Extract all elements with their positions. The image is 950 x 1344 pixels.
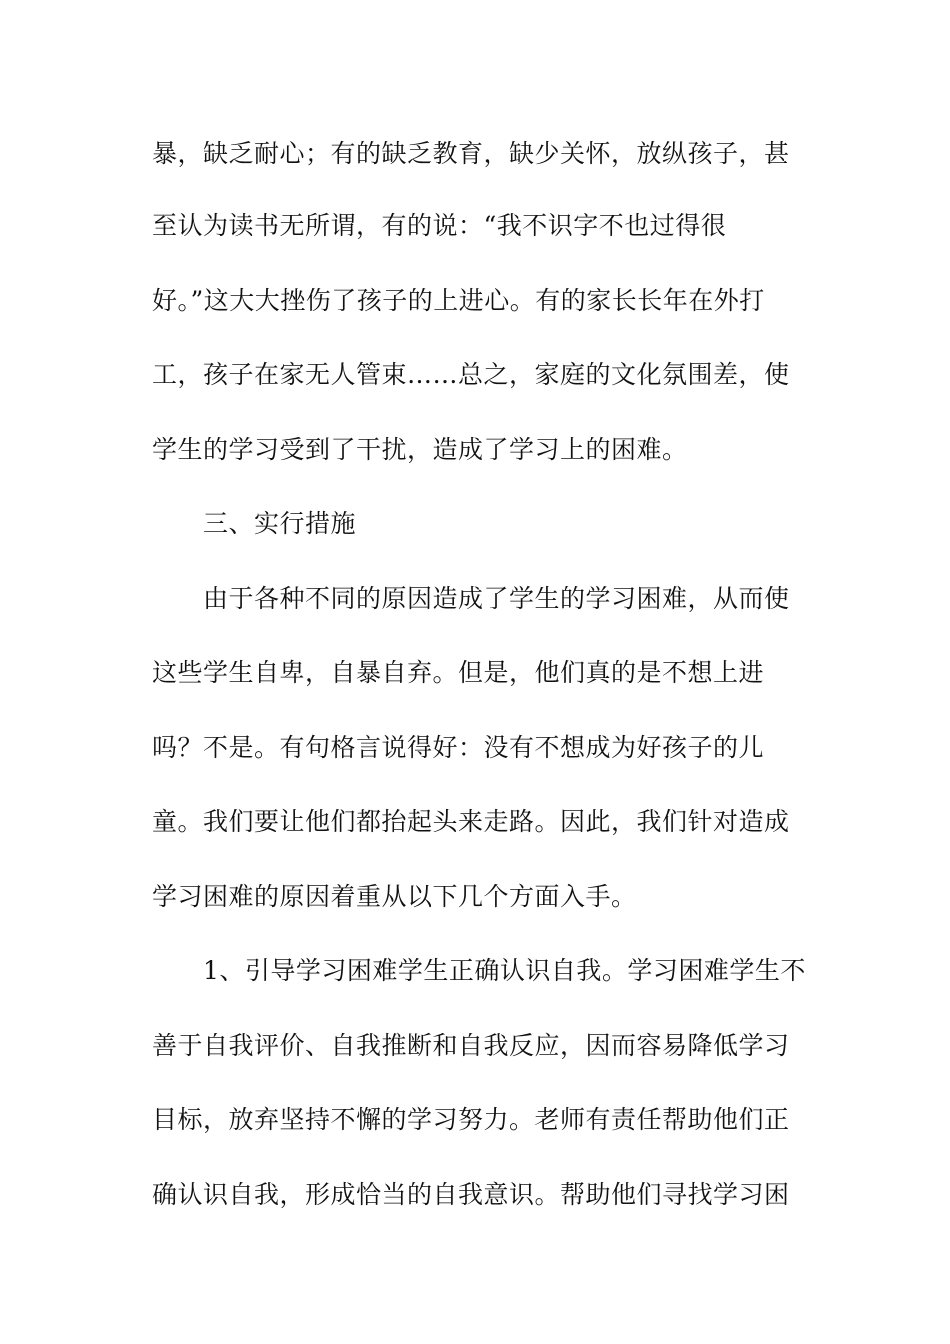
- text-line: 好。”这大大挫伤了孩子的上进心。有的家长长年在外打: [152, 286, 765, 315]
- text-line: 确认识自我，形成恰当的自我意识。帮助他们寻找学习困: [152, 1180, 790, 1209]
- text-line: 目标，放弃坚持不懈的学习努力。老师有责任帮助他们正: [152, 1105, 790, 1134]
- text-line: 工，孩子在家无人管束……总之，家庭的文化氛围差，使: [152, 360, 790, 389]
- paragraph-first-line: 1、引导学习困难学生正确认识自我。学习困难学生不: [203, 956, 806, 985]
- text-line: 暴，缺乏耐心；有的缺乏教育，缺少关怀，放纵孩子，甚: [152, 139, 790, 168]
- text-line: 至认为读书无所谓，有的说：“我不识字不也过得很: [152, 211, 727, 240]
- text-line: 吗？不是。有句格言说得好：没有不想成为好孩子的儿: [152, 733, 765, 762]
- paragraph-first-line: 由于各种不同的原因造成了学生的学习困难，从而使: [203, 584, 790, 613]
- text-line: 这些学生自卑，自暴自弃。但是，他们真的是不想上进: [152, 658, 765, 687]
- section-heading: 三、实行措施: [203, 509, 357, 538]
- text-line: 善于自我评价、自我推断和自我反应，因而容易降低学习: [152, 1031, 790, 1060]
- text-line: 学习困难的原因着重从以下几个方面入手。: [152, 882, 637, 911]
- text-line: 学生的学习受到了干扰，造成了学习上的困难。: [152, 435, 688, 464]
- text-line: 童。我们要让他们都抬起头来走路。因此，我们针对造成: [152, 807, 790, 836]
